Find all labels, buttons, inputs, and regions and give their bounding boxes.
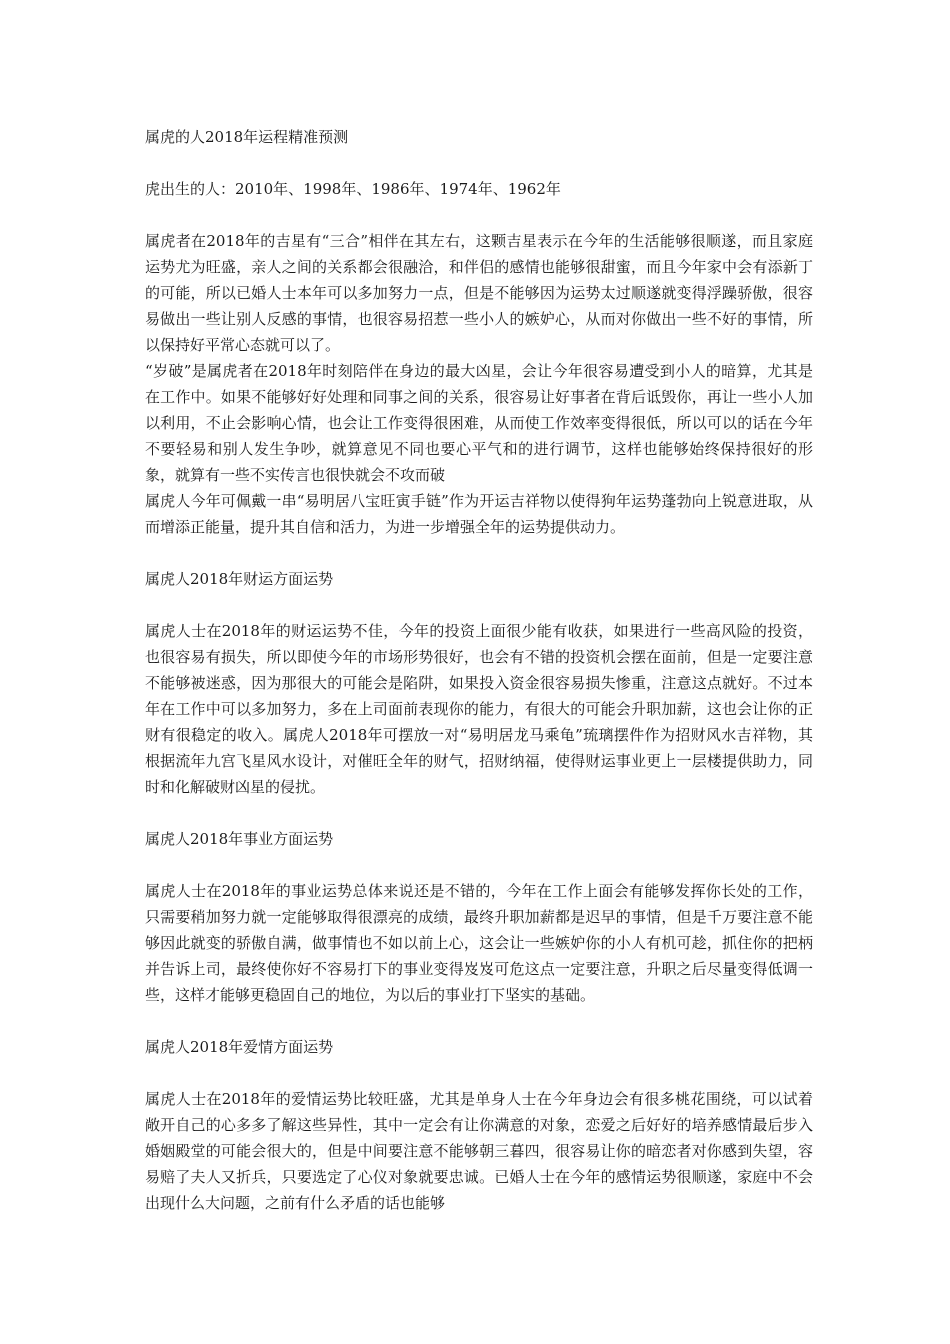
intro-paragraph-amulet: 属虎人今年可佩戴一串“易明居八宝旺寅手链”作为开运吉祥物以使得狗年运势蓬勃向上锐意进取，从而增添正能量，提升其自信和活力，为进一步增强全年的运势提供动力。 <box>145 492 813 536</box>
intro-paragraph-lucky-star: 属虎者在2018年的吉星有“三合”相伴在其左右，这颗吉星表示在今年的生活能够很顺遂，而且家庭运势尤为旺盛，亲人之间的关系都会很融洽，和伴侣的感情也能够很甜蜜，而且今年家中会有添新丁的可能，所以已婚人士本年可以多加努力一点，但是不能够因为运势太过顺遂就变得浮躁骄傲，很容易做出一些让别人反感的事情，也很容易招惹一些小人的嫉妒心，从而对你做出一些不好的事情，所以保持好平常心态就可以了。 <box>145 232 813 354</box>
document-title: 属虎的人2018年运程精准预测 <box>145 128 349 146</box>
love-section-heading: 属虎人2018年爱情方面运势 <box>145 1038 334 1056</box>
birth-years-line: 虎出生的人：2010年、1998年、1986年、1974年、1962年 <box>145 180 561 198</box>
wealth-section-heading: 属虎人2018年财运方面运势 <box>145 570 334 588</box>
intro-paragraph-bad-star: “岁破”是属虎者在2018年时刻陪伴在身边的最大凶星，会让今年很容易遭受到小人的暗算，尤其是在工作中。如果不能够好好处理和同事之间的关系，很容易让好事者在背后诋毁你，再让一些小人加以利用，不止会影响心情，也会让工作变得很困难，从而使工作效率变得很低，所以可以的话在今年不要轻易和别人发生争吵，就算意见不同也要心平气和的进行调节，这样也能够始终保持很好的形象，就算有一些不实传言也很快就会不攻而破 <box>145 362 813 484</box>
love-section-body: 属虎人士在2018年的爱情运势比较旺盛，尤其是单身人士在今年身边会有很多桃花围绕，可以试着敞开自己的心多多了解这些异性，其中一定会有让你满意的对象，恋爱之后好好的培养感情最后步入婚姻殿堂的可能会很大的，但是中间要注意不能够朝三暮四，很容易让你的暗恋者对你感到失望，容易赔了夫人又折兵，只要选定了心仪对象就要忠诚。已婚人士在今年的感情运势很顺遂，家庭中不会出现什么大问题，之前有什么矛盾的话也能够 <box>145 1090 813 1212</box>
wealth-section-body: 属虎人士在2018年的财运运势不佳，今年的投资上面很少能有收获，如果进行一些高风险的投资，也很容易有损失，所以即使今年的市场形势很好，也会有不错的投资机会摆在面前，但是一定要注意不能够被迷惑，因为那很大的可能会是陷阱，如果投入资金很容易损失惨重，注意这点就好。不过本年在工作中可以多加努力，多在上司面前表现你的能力，有很大的可能会升职加薪，这也会让你的正财有很稳定的收入。属虎人2018年可摆放一对“易明居龙马乘龟”琉璃摆件作为招财风水吉祥物，其根据流年九宫飞星风水设计，对催旺全年的财气，招财纳福，使得财运事业更上一层楼提供助力，同时和化解破财凶星的侵扰。 <box>145 622 813 796</box>
career-section-body: 属虎人士在2018年的事业运势总体来说还是不错的，今年在工作上面会有能够发挥你长处的工作，只需要稍加努力就一定能够取得很漂亮的成绩，最终升职加薪都是迟早的事情，但是千万要注意不能够因此就变的骄傲自满，做事情也不如以前上心，这会让一些嫉妒你的小人有机可趁，抓住你的把柄并告诉上司，最终使你好不容易打下的事业变得岌岌可危这点一定要注意，升职之后尽量变得低调一些，这样才能够更稳固自己的地位，为以后的事业打下坚实的基础。 <box>145 882 813 1004</box>
career-section-heading: 属虎人2018年事业方面运势 <box>145 830 334 848</box>
document-body <box>145 124 813 1216</box>
